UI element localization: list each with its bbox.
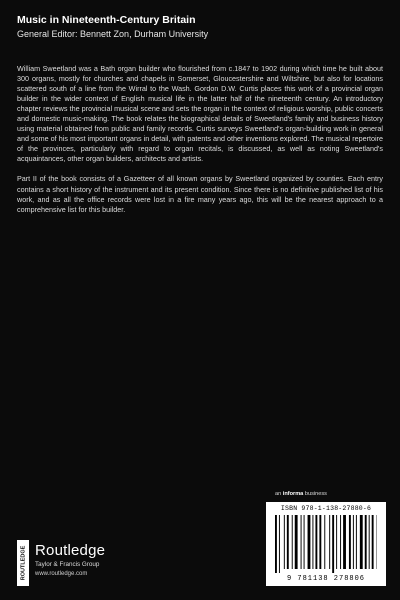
description-paragraph: Part II of the book consists of a Gazetteer of all known organs by Sweetland organized by counties. Each entry contains a short history of the instrument and its present condition. Since there is no definitive published list of his work, and as all the office records were lost in a fire many years ago, this will be the nearest approach to a comprehensive list for this builder. xyxy=(17,174,383,214)
barcode-bar xyxy=(315,515,317,569)
publisher-group: Taylor & Francis Group xyxy=(35,561,100,568)
barcode-bar xyxy=(312,515,313,569)
series-title: Music in Nineteenth-Century Britain xyxy=(17,14,196,26)
publisher-name: Routledge xyxy=(35,542,106,559)
barcode-bar xyxy=(336,515,337,569)
barcode-bar xyxy=(301,515,302,569)
routledge-spine-logo-icon xyxy=(17,540,29,586)
barcode-bar xyxy=(353,515,354,569)
informa-prefix: an xyxy=(275,491,283,497)
svg-text:ROUTLEDGE: ROUTLEDGE xyxy=(20,545,27,581)
barcode-bar xyxy=(332,515,334,573)
isbn-label: ISBN 978-1-138-27880-6 xyxy=(280,505,372,512)
barcode-bar xyxy=(349,515,351,569)
informa-business-tag xyxy=(275,491,327,497)
barcode-bar xyxy=(279,515,280,573)
barcode-bar xyxy=(372,515,374,569)
isbn-barcode xyxy=(266,502,386,586)
barcode-bar xyxy=(275,515,277,573)
barcode-bar xyxy=(324,515,325,569)
barcode-bars xyxy=(275,515,377,573)
informa-suffix: business xyxy=(303,491,327,497)
barcode-bar xyxy=(287,515,289,569)
series-header xyxy=(17,14,383,40)
barcode-bar xyxy=(329,515,330,569)
barcode-bar xyxy=(304,515,305,569)
book-description xyxy=(17,64,383,225)
barcode-bar xyxy=(343,515,346,569)
barcode-bar xyxy=(295,515,298,569)
informa-brand: informa xyxy=(282,491,304,497)
barcode-bar xyxy=(292,515,293,569)
description-paragraph: William Sweetland was a Bath organ builder who flourished from c.1847 to 1902 during which time he built about 300 organs, mostly for churches and chapels in Somerset, Gloucestershire and Wiltshire, but also for locations scattered south of a line from the Wirral to the Wash. Gordon D.W. Curtis places this work of a provincial organ builder in the wider context of English musical life in the latter half of the nineteenth century. An introductory chapter reviews the provincial musical scene and sets the organ in the context of religious worship, public concerts and domestic music-making. The book relates the biographical details of Sweetland's family and business history using material obtained from public and family records. Curtis surveys Sweetland's organ-building work in general and some of his most important organs in detail, with patents and other inventions explored. The musical repertoire of the provinces, particularly with regard to organ recitals, is discussed, as well as noting Sweetland's acquaintances, other organ builders, architects and artists. xyxy=(17,64,383,164)
isbn-number: 9 781138 278806 xyxy=(286,575,365,583)
series-editor: General Editor: Bennett Zon, Durham University xyxy=(17,29,209,39)
barcode-bar xyxy=(369,515,370,569)
barcode-bar xyxy=(319,515,321,569)
barcode-bar xyxy=(356,515,357,569)
publisher-block xyxy=(17,540,237,586)
publisher-url: www.routledge.com xyxy=(35,571,88,577)
barcode-bar xyxy=(340,515,341,569)
barcode-bar xyxy=(284,515,285,569)
barcode-bar xyxy=(365,515,367,569)
barcode-bar xyxy=(308,515,311,569)
barcode-bar xyxy=(360,515,363,569)
